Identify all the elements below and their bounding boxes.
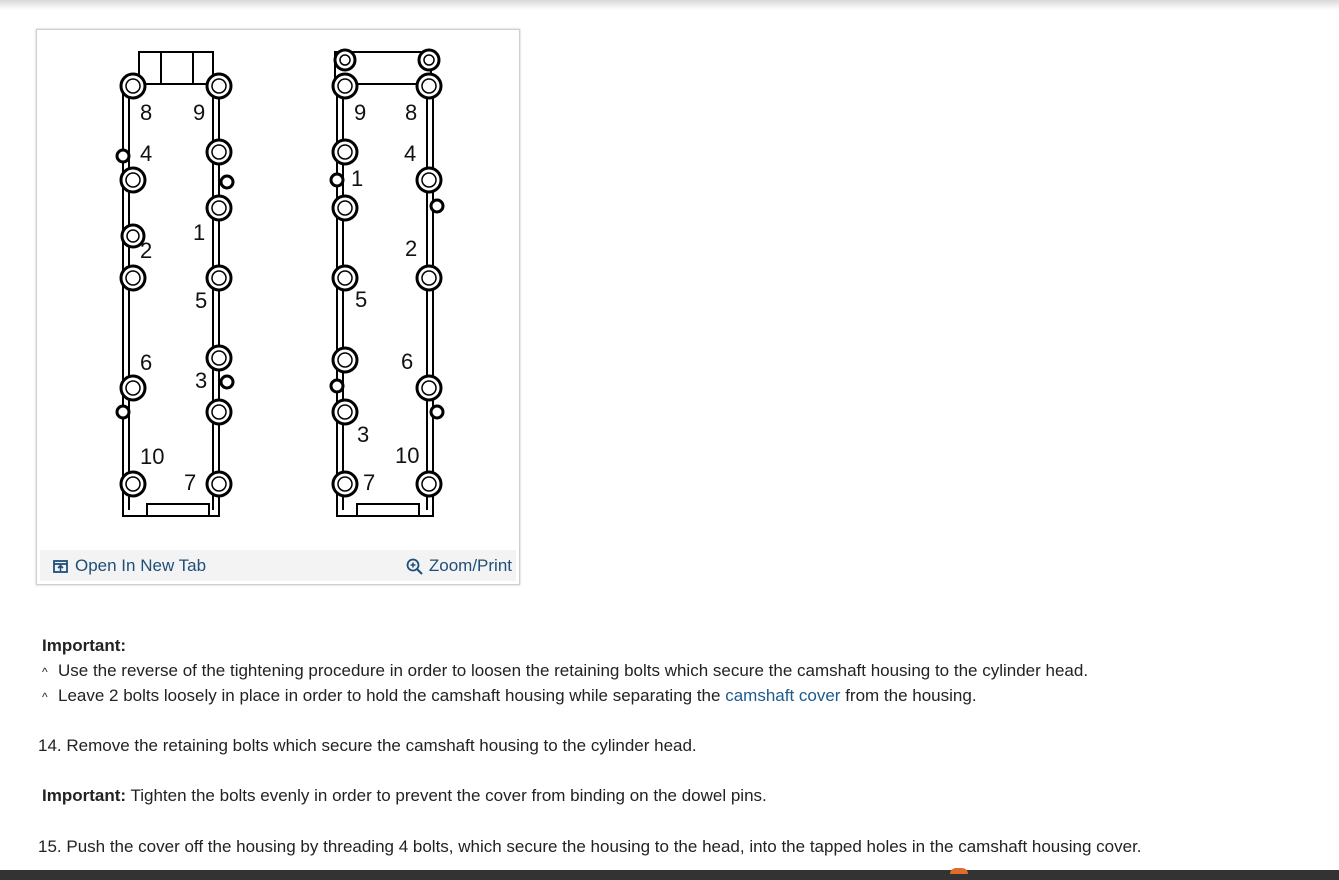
right-head-bolt-number: 5 (355, 287, 368, 312)
bolt-hole-inner-6 (126, 477, 140, 491)
bolt-hole-16 (221, 376, 233, 388)
important-heading: Important: (42, 636, 127, 655)
bolt-hole-inner-24 (338, 477, 352, 491)
bolt-hole-inner-0 (126, 79, 140, 93)
right-head-bolt-number: 2 (405, 236, 418, 261)
bolt-hole-inner-28 (422, 477, 436, 491)
bolt-hole-15 (117, 406, 129, 418)
camshaft-cover-link[interactable]: camshaft cover (725, 686, 841, 705)
floating-button-edge (950, 868, 968, 874)
bullet-text: Leave 2 bolts loosely in place in order to hold the camshaft housing while separating the (58, 686, 726, 705)
open-new-tab-label: Open In New Tab (75, 556, 207, 575)
bullet-item (42, 661, 1088, 682)
right-head-bolt-number: 10 (395, 443, 420, 468)
bolt-hole-14 (221, 176, 233, 188)
bolt-hole-inner-20 (338, 201, 352, 215)
bolt-hole-29 (331, 174, 343, 186)
bullet-marker: ^ (42, 665, 48, 679)
bolt-hole-inner-5 (126, 381, 140, 395)
bolt-hole-inner-19 (338, 145, 352, 159)
bolt-hole-inner-9 (212, 271, 226, 285)
step-15: 15. Push the cover off the housing by threading 4 bolts, which secure the housing to the head, into the tapped holes in the camshaft housing cover. (38, 837, 1142, 856)
left-head-bolt-number: 5 (195, 288, 208, 313)
right-head-bolt-number: 3 (357, 422, 370, 447)
left-head-bolt-number: 6 (140, 350, 153, 375)
bullet-text: Use the reverse of the tightening procedure in order to loosen the retaining bolts which secure the camshaft housing to the cylinder head. (58, 661, 1089, 680)
left-head-bolt-number: 3 (195, 368, 208, 393)
bolt-hole-31 (331, 380, 343, 392)
zoom-in-icon (406, 558, 423, 575)
bullet-marker: ^ (42, 690, 48, 704)
bolt-hole-inner-33 (340, 55, 350, 65)
left-head-bolt-number: 1 (193, 220, 206, 245)
bolt-hole-inner-2 (126, 173, 140, 187)
bolt-hole-inner-7 (212, 145, 226, 159)
left-head-bolt-number: 4 (140, 141, 153, 166)
bolt-hole-inner-4 (126, 271, 140, 285)
right-head-bolt-number: 8 (405, 100, 418, 125)
important-text: Tighten the bolts evenly in order to prevent the cover from binding on the dowel pins. (126, 786, 767, 805)
bolt-hole-inner-26 (422, 271, 436, 285)
step-14: 14. Remove the retaining bolts which secure the camshaft housing to the cylinder head. (38, 736, 697, 755)
left-head-bolt-number: 7 (184, 470, 197, 495)
figure-container (36, 29, 520, 585)
bolt-hole-inner-17 (338, 79, 352, 93)
bolt-hole-inner-3 (127, 230, 139, 242)
left-head-bolt-number: 10 (140, 444, 165, 469)
left-head-bolt-number: 8 (140, 100, 153, 125)
open-new-tab-icon (52, 558, 69, 575)
bullet-item (42, 686, 977, 707)
bolt-hole-inner-22 (338, 353, 352, 367)
open-new-tab-link[interactable] (52, 556, 206, 576)
right-head-bolt-number: 4 (404, 141, 417, 166)
top-shadow (0, 0, 1339, 10)
bolt-hole-inner-8 (212, 201, 226, 215)
zoom-print-label: Zoom/Print (428, 556, 512, 575)
right-head-bolt-number: 6 (401, 349, 414, 374)
bolt-hole-inner-25 (422, 173, 436, 187)
bolt-hole-inner-18 (422, 79, 436, 93)
bolt-hole-inner-11 (212, 405, 226, 419)
right-head-bolt-number: 1 (351, 166, 364, 191)
bolt-hole-inner-10 (212, 351, 226, 365)
left-head-bolt-number: 2 (140, 238, 153, 263)
bolt-hole-13 (117, 150, 129, 162)
bottom-toolbar (0, 870, 1339, 880)
figure-action-bar (40, 550, 516, 581)
bolt-hole-inner-21 (338, 271, 352, 285)
bolt-hole-inner-27 (422, 381, 436, 395)
important-label: Important: (42, 786, 127, 805)
bolt-hole-30 (431, 200, 443, 212)
left-head-bolt-number: 9 (193, 100, 206, 125)
bolt-hole-inner-23 (338, 405, 352, 419)
right-head-bolt-number: 7 (363, 470, 376, 495)
right-head-bolt-number: 9 (354, 100, 367, 125)
bolt-hole-inner-34 (424, 55, 434, 65)
bolt-hole-32 (431, 406, 443, 418)
important-note (42, 786, 767, 806)
zoom-print-link[interactable] (406, 556, 512, 576)
bullet-text-end: from the housing. (840, 686, 977, 705)
camshaft-housing-diagram (37, 30, 519, 550)
bolt-hole-inner-1 (212, 79, 226, 93)
bolt-hole-inner-12 (212, 477, 226, 491)
